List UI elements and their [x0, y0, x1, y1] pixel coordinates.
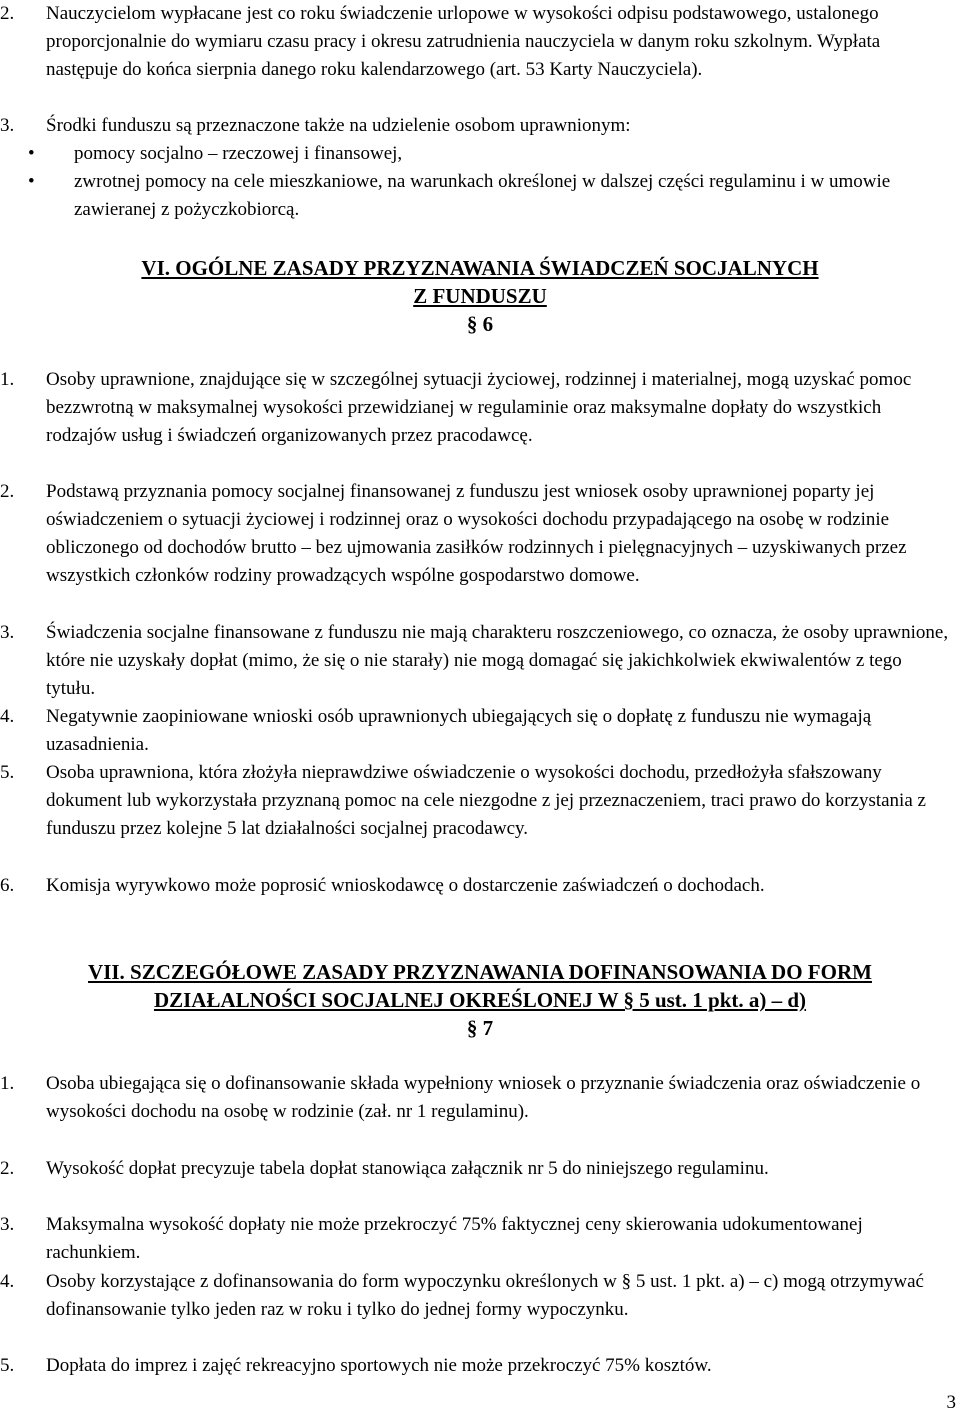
item-text: Negatywnie zaopiniowane wnioski osób uprawnionych ubiegających się o dopłatę z funduszu nie wymagają uzasadnienia.: [46, 706, 872, 755]
item-number: 3.: [0, 115, 15, 136]
page-number: 3: [946, 1392, 956, 1413]
item-text: Wysokość dopłat precyzuje tabela dopłat stanowiąca załącznik nr 5 do niniejszego regulaminu.: [46, 1158, 769, 1179]
bullet-text: zwrotnej pomocy na cele mieszkaniowe, na warunkach określonej w dalszej części regulaminu i w umowie zawieranej z pożyczkobiorcą.: [74, 171, 891, 220]
list-item: [0, 1268, 955, 1324]
paragraph-number: § 7: [466, 1016, 494, 1040]
item-number: 2.: [0, 3, 15, 24]
list-item: [0, 478, 955, 590]
list-item: [0, 872, 955, 900]
item-text: Komisja wyrywkowo może poprosić wnioskodawcę o dostarczenie zaświadczeń o dochodach.: [46, 875, 765, 896]
item-number: 3.: [0, 1214, 15, 1235]
item-number: 1.: [0, 369, 15, 390]
item-text: Osoba ubiegająca się o dofinansowanie składa wypełniony wniosek o przyznanie świadczenia oraz oświadczenie o wysokości dochodu na osobę w rodzinie (zał. nr 1 regulaminu).: [46, 1073, 921, 1122]
list-item: [0, 366, 955, 450]
item-text: Świadczenia socjalne finansowane z funduszu nie mają charakteru roszczeniowego, co oznacza, że osoby uprawnione, które nie uzyskały dopłat (mimo, że się o nie starały) nie mogą domagać się jakichkolwiek ekwiwalentów z tego tytułu.: [46, 622, 949, 699]
section-title-line: VI. OGÓLNE ZASADY PRZYZNAWANIA ŚWIADCZEŃ SOCJALNYCH: [141, 256, 819, 280]
list-item: [0, 1211, 955, 1267]
item-number: 6.: [0, 875, 15, 896]
item-number: 2.: [0, 1158, 15, 1179]
item-text: Osoby korzystające z dofinansowania do form wypoczynku określonych w § 5 ust. 1 pkt. a) – c) mogą otrzymywać dofinansowanie tylko jeden raz w roku i tylko do jednej formy wypoczynku.: [46, 1271, 924, 1320]
item-text: Osoba uprawniona, która złożyła nieprawdziwe oświadczenie o wysokości dochodu, przedłożyła sfałszowany dokument lub wykorzystała przyznaną pomoc na cele niezgodne z jej przeznaczeniem, traci prawo do korzystania z funduszu przez kolejne 5 lat działalności socjalnej pracodawcy.: [46, 762, 926, 839]
item-text: Nauczycielom wypłacane jest co roku świadczenie urlopowe w wysokości odpisu podstawowego, ustalonego proporcjonalnie do wymiaru czasu pracy i okresu zatrudnienia nauczyciela w danym roku szkolnym. Wypłata następuje do końca sierpnia danego roku kalendarzowego (art. 53 Karty Nauczyciela).: [46, 3, 881, 80]
list-item: [0, 0, 955, 84]
list-item: [0, 703, 955, 759]
section-title-line: Z FUNDUSZU: [413, 284, 547, 308]
section-vi-title: [0, 254, 960, 338]
list-item: [0, 759, 955, 843]
list-item: [0, 1352, 955, 1380]
list-item: [0, 1155, 955, 1183]
section-vii-title: [0, 958, 960, 1042]
section-title-line: DZIAŁALNOŚCI SOCJALNEJ OKREŚLONEJ W § 5 ust. 1 pkt. a) – d): [153, 988, 807, 1012]
list-item: [0, 619, 955, 703]
item-number: 3.: [0, 622, 15, 643]
item-number: 5.: [0, 1355, 15, 1376]
item-text: Podstawą przyznania pomocy socjalnej finansowanej z funduszu jest wniosek osoby uprawnionej poparty jej oświadczeniem o sytuacji życiowej i rodzinnej oraz o wysokości dochodu przypadającego na osobę w rodzinie obliczonego od dochodów brutto – bez ujmowania zasiłków rodzinnych i pielęgnacyjnych – uzyskiwanych przez wszystkich członków rodziny prowadzących wspólne gospodarstwo domowe.: [46, 481, 907, 586]
bullet-icon: •: [28, 143, 35, 164]
item-text: Maksymalna wysokość dopłaty nie może przekroczyć 75% faktycznej ceny skierowania udokumentowanej rachunkiem.: [46, 1214, 863, 1263]
bullet-icon: •: [28, 171, 35, 192]
item-text: Środki funduszu są przeznaczone także na udzielenie osobom uprawnionym:: [46, 115, 631, 136]
item-number: 4.: [0, 706, 15, 727]
item-number: 1.: [0, 1073, 15, 1094]
item-number: 5.: [0, 762, 15, 783]
paragraph-number: § 6: [466, 312, 494, 336]
bullet-text: pomocy socjalno – rzeczowej i finansowej,: [74, 143, 403, 164]
item-number: 4.: [0, 1271, 15, 1292]
list-item: [0, 112, 955, 140]
item-text: Osoby uprawnione, znajdujące się w szczególnej sytuacji życiowej, rodzinnej i materialnej, mogą uzyskać pomoc bezzwrotną w maksymalnej wysokości przewidzianej w regulaminie oraz maksymalne dopłaty do wszystkich rodzajów usług i świadczeń organizowanych przez pracodawcę.: [46, 369, 912, 446]
bullet-item: [28, 168, 955, 224]
item-text: Dopłata do imprez i zajęć rekreacyjno sportowych nie może przekroczyć 75% kosztów.: [46, 1355, 712, 1376]
section-title-line: VII. SZCZEGÓŁOWE ZASADY PRZYZNAWANIA DOFINANSOWANIA DO FORM: [88, 960, 872, 984]
list-item: [0, 1070, 955, 1126]
bullet-item: [28, 140, 955, 168]
item-number: 2.: [0, 481, 15, 502]
